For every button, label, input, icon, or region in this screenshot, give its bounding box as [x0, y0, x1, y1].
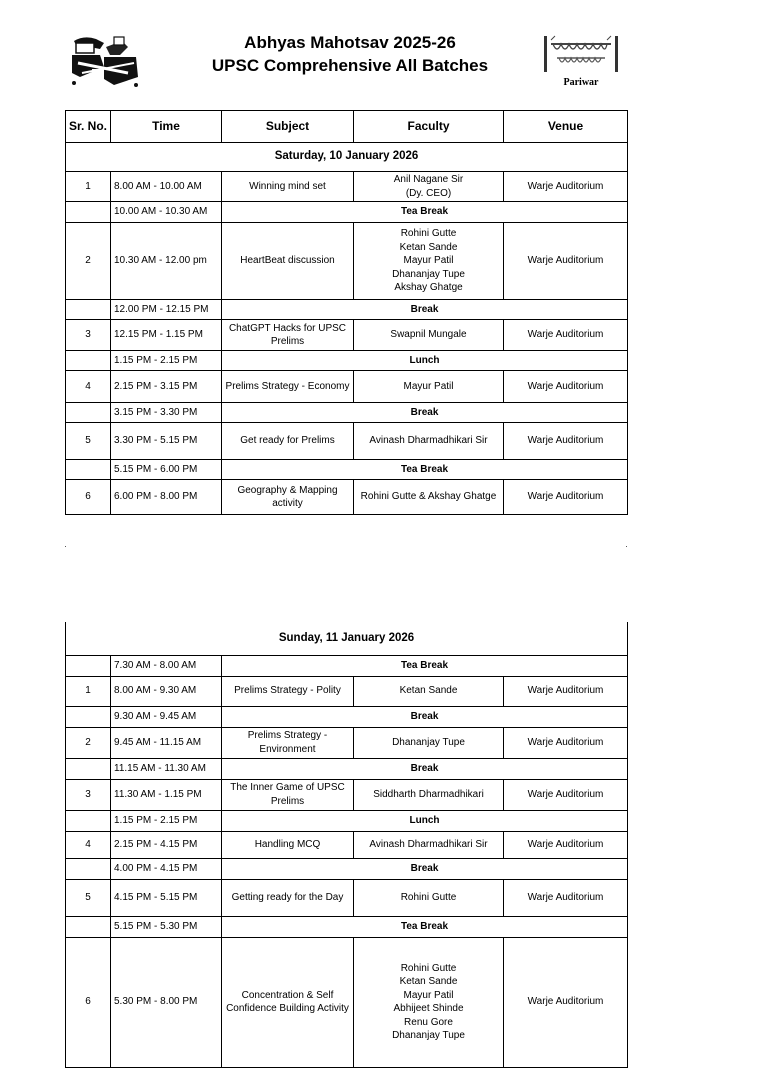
faculty-name: Siddharth Dharmadhikari — [373, 788, 484, 800]
subject-cell: Prelims Strategy - Polity — [222, 676, 354, 706]
day-heading-row — [66, 143, 628, 172]
session-row — [66, 879, 628, 916]
time-cell: 2.15 PM - 3.15 PM — [111, 371, 222, 403]
sr-cell: 5 — [66, 879, 111, 916]
break-label: Break — [222, 758, 628, 779]
sr-cell: 6 — [66, 937, 111, 1067]
faculty-name: Dhananjay Tupe — [392, 1030, 465, 1041]
subject-cell: Getting ready for the Day — [222, 879, 354, 916]
sr-cell: 3 — [66, 320, 111, 351]
break-row — [66, 403, 628, 423]
time-cell: 12.15 PM - 1.15 PM — [111, 320, 222, 351]
faculty-name: Rohini Gutte & Akshay Ghatge — [360, 491, 497, 503]
session-row — [66, 320, 628, 351]
sr-cell — [66, 810, 111, 831]
break-row — [66, 351, 628, 371]
time-cell: 4.00 PM - 4.15 PM — [111, 858, 222, 879]
day2-rows — [66, 655, 628, 1067]
faculty-cell — [354, 223, 504, 300]
break-label: Lunch — [222, 351, 628, 371]
day-heading: Sunday, 11 January 2026 — [66, 622, 628, 655]
faculty-name: Rohini Gutte — [400, 228, 457, 240]
time-cell: 10.30 AM - 12.00 pm — [111, 223, 222, 300]
session-row — [66, 371, 628, 403]
break-row — [66, 300, 628, 320]
faculty-name: Ketan Sande — [399, 241, 458, 253]
venue-cell: Warje Auditorium — [504, 320, 628, 351]
time-cell: 11.15 AM - 11.30 AM — [111, 758, 222, 779]
faculty-name: Swapnil Mungale — [390, 329, 467, 341]
faculty-cell — [354, 779, 504, 810]
venue-cell: Warje Auditorium — [504, 779, 628, 810]
sr-cell: 4 — [66, 831, 111, 858]
session-row — [66, 727, 628, 758]
faculty-name: Abhijeet Shinde — [393, 1003, 464, 1014]
sr-cell — [66, 655, 111, 676]
subject-cell: Geography & Mapping activity — [222, 480, 354, 515]
faculty-name: Mayur Patil — [403, 380, 454, 392]
column-header-venue: Venue — [504, 111, 628, 143]
sr-cell: 3 — [66, 779, 111, 810]
venue-cell: Warje Auditorium — [504, 727, 628, 758]
subject-cell: The Inner Game of UPSC Prelims — [222, 779, 354, 810]
break-label: Break — [222, 300, 628, 320]
venue-cell: Warje Auditorium — [504, 371, 628, 403]
subject-cell: Prelims Strategy - Economy — [222, 371, 354, 403]
time-cell: 10.00 AM - 10.30 AM — [111, 202, 222, 223]
faculty-cell — [354, 480, 504, 515]
faculty-name: Akshay Ghatge — [394, 282, 463, 294]
venue-cell: Warje Auditorium — [504, 172, 628, 202]
time-cell: 8.00 AM - 10.00 AM — [111, 172, 222, 202]
faculty-cell — [354, 172, 504, 202]
time-cell: 2.15 PM - 4.15 PM — [111, 831, 222, 858]
break-row — [66, 655, 628, 676]
faculty-name: Avinash Dharmadhikari Sir — [369, 838, 488, 850]
faculty-cell — [354, 320, 504, 351]
sr-cell — [66, 300, 111, 320]
time-cell: 5.15 PM - 6.00 PM — [111, 460, 222, 480]
sr-cell: 2 — [66, 223, 111, 300]
break-row — [66, 858, 628, 879]
session-row — [66, 223, 628, 300]
faculty-name: Anil Nagane Sir — [393, 174, 464, 185]
faculty-cell — [354, 727, 504, 758]
break-label: Break — [222, 403, 628, 423]
faculty-cell — [354, 423, 504, 460]
time-cell: 11.30 AM - 1.15 PM — [111, 779, 222, 810]
session-row — [66, 831, 628, 858]
schedule-table-day2 — [65, 622, 628, 1068]
time-cell: 1.15 PM - 2.15 PM — [111, 810, 222, 831]
time-cell: 3.15 PM - 3.30 PM — [111, 403, 222, 423]
venue-cell: Warje Auditorium — [504, 423, 628, 460]
subject-cell: Winning mind set — [222, 172, 354, 202]
break-label: Break — [222, 858, 628, 879]
pariwar-logo-text: Pariwar — [563, 77, 599, 88]
schedule-table-day1 — [65, 110, 628, 515]
sr-cell: 4 — [66, 371, 111, 403]
session-row — [66, 676, 628, 706]
sr-cell — [66, 351, 111, 371]
session-row — [66, 423, 628, 460]
time-cell: 8.00 AM - 9.30 AM — [111, 676, 222, 706]
faculty-name: Ketan Sande — [399, 685, 458, 697]
session-row — [66, 172, 628, 202]
sr-cell: 6 — [66, 480, 111, 515]
subject-cell: Prelims Strategy - Environment — [222, 727, 354, 758]
faculty-name: Ketan Sande — [399, 976, 458, 987]
sr-cell: 2 — [66, 727, 111, 758]
subject-cell: ChatGPT Hacks for UPSC Prelims — [222, 320, 354, 351]
time-cell: 12.00 PM - 12.15 PM — [111, 300, 222, 320]
page-title: Abhyas Mahotsav 2025-26 — [244, 33, 456, 52]
column-header-time: Time — [111, 111, 222, 143]
sr-cell: 1 — [66, 676, 111, 706]
time-cell: 7.30 AM - 8.00 AM — [111, 655, 222, 676]
column-header-subject: Subject — [222, 111, 354, 143]
faculty-name: (Dy. CEO) — [405, 187, 452, 199]
venue-cell: Warje Auditorium — [504, 937, 628, 1067]
break-row — [66, 916, 628, 937]
sr-cell — [66, 858, 111, 879]
venue-cell: Warje Auditorium — [504, 676, 628, 706]
break-row — [66, 810, 628, 831]
time-cell: 5.15 PM - 5.30 PM — [111, 916, 222, 937]
break-label: Tea Break — [222, 202, 628, 223]
day1-rows — [66, 172, 628, 515]
break-label: Break — [222, 706, 628, 727]
faculty-cell — [354, 937, 504, 1067]
sr-cell — [66, 202, 111, 223]
page-subtitle: UPSC Comprehensive All Batches — [211, 56, 489, 75]
day-heading-row — [66, 622, 628, 655]
session-row — [66, 480, 628, 515]
break-row — [66, 758, 628, 779]
subject-cell: Handling MCQ — [222, 831, 354, 858]
break-label: Tea Break — [222, 655, 628, 676]
sr-cell — [66, 916, 111, 937]
table-header-row — [66, 111, 628, 143]
page-mark-right — [626, 546, 627, 547]
day-heading: Saturday, 10 January 2026 — [66, 143, 628, 172]
faculty-cell — [354, 879, 504, 916]
faculty-name: Mayur Patil — [403, 989, 454, 1001]
session-row — [66, 937, 628, 1067]
break-label: Tea Break — [222, 460, 628, 480]
time-cell: 1.15 PM - 2.15 PM — [111, 351, 222, 371]
break-label: Lunch — [222, 810, 628, 831]
column-header-sr: Sr. No. — [66, 111, 111, 143]
pariwar-logo-icon — [543, 34, 619, 88]
time-cell: 9.45 AM - 11.15 AM — [111, 727, 222, 758]
faculty-name: Mayur Patil — [403, 255, 454, 267]
sr-cell — [66, 403, 111, 423]
break-row — [66, 706, 628, 727]
faculty-name: Avinash Dharmadhikari Sir — [369, 435, 488, 447]
faculty-name: Dhananjay Tupe — [392, 268, 465, 280]
venue-cell: Warje Auditorium — [504, 831, 628, 858]
faculty-name: Rohini Gutte — [400, 962, 457, 974]
break-row — [66, 202, 628, 223]
time-cell: 4.15 PM - 5.15 PM — [111, 879, 222, 916]
subject-cell: Concentration & Self Confidence Building Activity — [222, 937, 354, 1067]
time-cell: 6.00 PM - 8.00 PM — [111, 480, 222, 515]
subject-cell: HeartBeat discussion — [222, 223, 354, 300]
time-cell: 9.30 AM - 9.45 AM — [111, 706, 222, 727]
sr-cell — [66, 706, 111, 727]
faculty-cell — [354, 371, 504, 403]
column-header-faculty: Faculty — [354, 111, 504, 143]
faculty-cell — [354, 831, 504, 858]
institute-logo-icon — [70, 33, 140, 89]
venue-cell: Warje Auditorium — [504, 480, 628, 515]
faculty-cell — [354, 676, 504, 706]
time-cell: 3.30 PM - 5.15 PM — [111, 423, 222, 460]
page-mark-left — [65, 546, 66, 547]
sr-cell — [66, 758, 111, 779]
faculty-name: Renu Gore — [404, 1016, 453, 1028]
subject-cell: Get ready for Prelims — [222, 423, 354, 460]
break-row — [66, 460, 628, 480]
session-row — [66, 779, 628, 810]
break-label: Tea Break — [222, 916, 628, 937]
venue-cell: Warje Auditorium — [504, 879, 628, 916]
sr-cell — [66, 460, 111, 480]
time-cell: 5.30 PM - 8.00 PM — [111, 937, 222, 1067]
sr-cell: 1 — [66, 172, 111, 202]
sr-cell: 5 — [66, 423, 111, 460]
faculty-name: Rohini Gutte — [400, 891, 457, 903]
venue-cell: Warje Auditorium — [504, 223, 628, 300]
faculty-name: Dhananjay Tupe — [392, 736, 465, 748]
